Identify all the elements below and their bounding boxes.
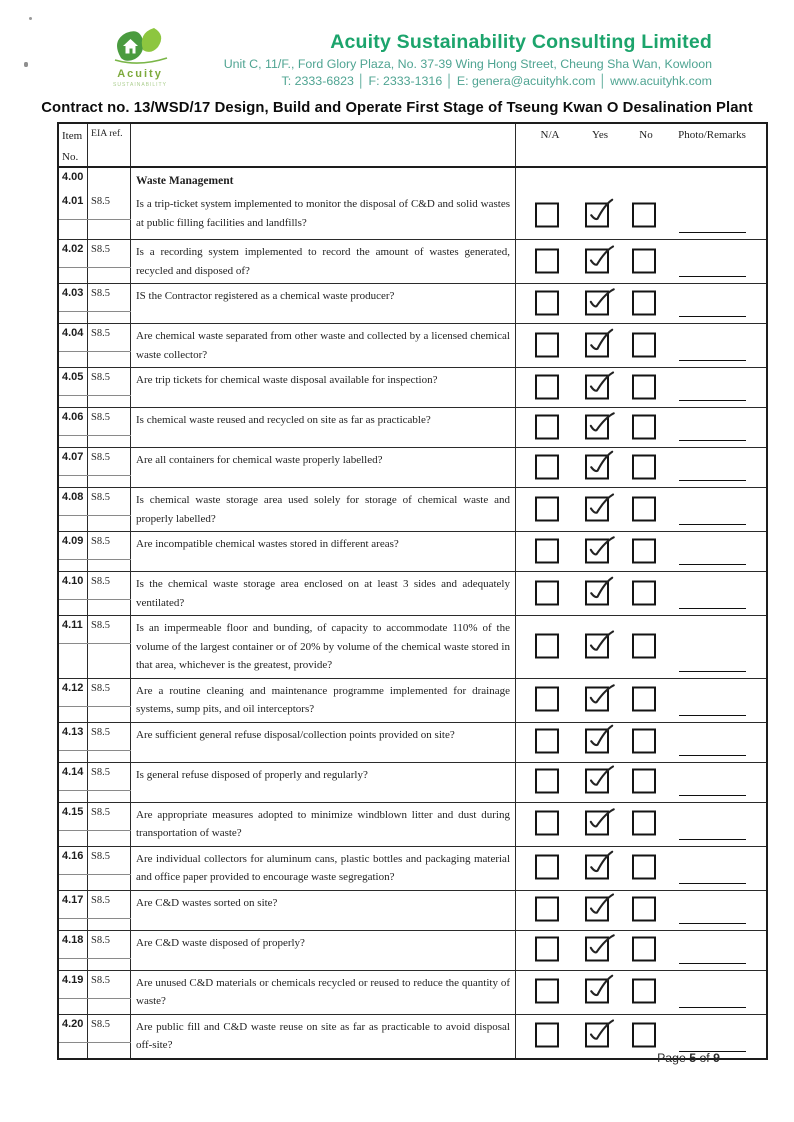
check-mark-icon (584, 195, 618, 227)
header-remarks: Photo/Remarks (678, 129, 746, 141)
table-row (59, 679, 766, 723)
check-mark-icon (585, 891, 617, 921)
table-row (59, 803, 766, 847)
row-item-no: 4.20 (59, 1015, 88, 1058)
checkbox-no (632, 580, 656, 605)
header-question (131, 124, 516, 166)
row-eia-ref: S8.5 (88, 616, 131, 678)
row-eia-ref: S8.5 (88, 723, 131, 762)
checkbox-na (535, 937, 559, 962)
row-question: Are C&D waste disposed of properly? (131, 931, 516, 970)
checkbox-yes (585, 248, 609, 273)
row-answers (516, 891, 766, 930)
check-mark-icon (584, 573, 618, 605)
row-question: Is general refuse disposed of properly and regularly? (131, 763, 516, 802)
checkbox-na (535, 580, 559, 605)
row-eia-ref: S8.5 (88, 572, 131, 615)
remarks-line (679, 608, 746, 609)
checkbox-na (535, 769, 559, 794)
row-eia-ref: S8.5 (88, 532, 131, 571)
section-title: Waste Management (131, 168, 516, 192)
row-item-no: 4.01 (59, 192, 88, 239)
checkbox-na (535, 374, 559, 399)
row-eia-ref: S8.5 (88, 240, 131, 283)
company-name: Acuity Sustainability Consulting Limited (330, 31, 712, 53)
checkbox-no (632, 414, 656, 439)
remarks-line (679, 671, 746, 672)
row-answers (516, 448, 766, 487)
row-eia-ref: S8.5 (88, 284, 131, 323)
checkbox-no (632, 454, 656, 479)
checkbox-yes (585, 290, 609, 315)
section-item-no: 4.00 (59, 168, 88, 192)
remarks-line (679, 400, 746, 401)
row-item-no: 4.18 (59, 931, 88, 970)
row-question: Are C&D wastes sorted on site? (131, 891, 516, 930)
remarks-line (679, 232, 746, 233)
checkbox-no (632, 897, 656, 922)
row-item-no: 4.17 (59, 891, 88, 930)
checkbox-no (632, 332, 656, 357)
checkbox-no (632, 290, 656, 315)
row-item-no: 4.16 (59, 847, 88, 890)
remarks-line (679, 276, 746, 277)
row-answers (516, 240, 766, 283)
checkbox-no (632, 687, 656, 712)
checkbox-no (632, 811, 656, 836)
row-answers (516, 488, 766, 531)
section-row (59, 168, 766, 192)
checkbox-no (632, 937, 656, 962)
checkbox-yes (585, 496, 609, 521)
checkbox-yes (585, 633, 609, 658)
row-eia-ref: S8.5 (88, 192, 131, 239)
row-question: Are all containers for chemical waste properly labelled? (131, 448, 516, 487)
check-mark-icon (585, 242, 617, 272)
row-question: Is chemical waste reused and recycled on site as far as practicable? (131, 408, 516, 447)
checkbox-na (535, 897, 559, 922)
row-item-no: 4.09 (59, 532, 88, 571)
row-answers (516, 723, 766, 762)
row-eia-ref: S8.5 (88, 1015, 131, 1058)
row-eia-ref: S8.5 (88, 324, 131, 367)
row-eia-ref: S8.5 (88, 891, 131, 930)
row-question: Are incompatible chemical wastes stored in different areas? (131, 532, 516, 571)
row-answers (516, 368, 766, 407)
table-row (59, 284, 766, 324)
row-eia-ref: S8.5 (88, 368, 131, 407)
remarks-line (679, 795, 746, 796)
checkbox-yes (585, 855, 609, 880)
row-question: Are trip tickets for chemical waste disposal available for inspection? (131, 368, 516, 407)
checkbox-no (632, 855, 656, 880)
checkbox-yes (585, 1023, 609, 1048)
scan-speck (24, 62, 28, 67)
checkbox-na (535, 538, 559, 563)
page-number: Page 5 of 9 (657, 1051, 720, 1065)
check-mark-icon (584, 929, 618, 961)
row-eia-ref: S8.5 (88, 763, 131, 802)
row-item-no: 4.10 (59, 572, 88, 615)
check-mark-icon (584, 721, 618, 753)
check-mark-icon (584, 325, 618, 357)
check-mark-icon (585, 763, 617, 793)
table-row (59, 971, 766, 1015)
table-row (59, 368, 766, 408)
row-item-no: 4.13 (59, 723, 88, 762)
table-row (59, 572, 766, 616)
row-eia-ref: S8.5 (88, 408, 131, 447)
check-mark-icon (584, 531, 618, 563)
checkbox-na (535, 496, 559, 521)
checkbox-no (632, 496, 656, 521)
row-question: Is an impermeable floor and bunding, of capacity to accommodate 110% of the volume of the largest container or of 20% by volume of the chemical waste stored in that area, whichever is the greatest, provide? (131, 616, 516, 678)
row-question: IS the Contractor registered as a chemical waste producer? (131, 284, 516, 323)
audit-checklist-table (57, 122, 768, 1060)
checkbox-yes (585, 979, 609, 1004)
checkbox-yes (585, 687, 609, 712)
row-answers (516, 532, 766, 571)
remarks-line (679, 923, 746, 924)
row-answers (516, 616, 766, 678)
header-yes: Yes (591, 129, 608, 141)
checkbox-no (632, 1023, 656, 1048)
remarks-line (679, 963, 746, 964)
check-mark-icon (585, 490, 617, 520)
logo-tagline: SUSTAINABILITY (113, 82, 167, 88)
row-answers (516, 192, 766, 239)
row-eia-ref: S8.5 (88, 803, 131, 846)
remarks-line (679, 316, 746, 317)
letterhead (100, 27, 712, 97)
remarks-line (679, 839, 746, 840)
remarks-line (679, 1007, 746, 1008)
company-info-block (224, 31, 712, 88)
row-item-no: 4.05 (59, 368, 88, 407)
checkbox-na (535, 979, 559, 1004)
table-row (59, 240, 766, 284)
remarks-line (679, 440, 746, 441)
table-row (59, 763, 766, 803)
company-contact: T: 2333-6823 │ F: 2333-1316 │ E: genera@acuityhk.com │ www.acuityhk.com (281, 74, 712, 88)
row-answers (516, 679, 766, 722)
row-answers (516, 803, 766, 846)
row-answers (516, 284, 766, 323)
row-question: Are public fill and C&D waste reuse on site as far as practicable to avoid disposal off-site? (131, 1015, 516, 1058)
remarks-line (679, 883, 746, 884)
checkbox-na (535, 202, 559, 227)
checkbox-no (632, 202, 656, 227)
section-eia (88, 168, 131, 192)
row-answers (516, 324, 766, 367)
table-row (59, 408, 766, 448)
checkbox-na (535, 855, 559, 880)
checkbox-yes (585, 374, 609, 399)
checkbox-yes (585, 202, 609, 227)
row-question: Are individual collectors for aluminum cans, plastic bottles and packaging material and office paper provided to encourage waste segregation? (131, 847, 516, 890)
row-question: Is chemical waste storage area used solely for storage of chemical waste and properly labelled? (131, 488, 516, 531)
table-row (59, 847, 766, 891)
checkbox-yes (585, 811, 609, 836)
remarks-line (679, 480, 746, 481)
row-item-no: 4.04 (59, 324, 88, 367)
check-mark-icon (584, 407, 618, 439)
table-row (59, 448, 766, 488)
checkbox-no (632, 729, 656, 754)
checkbox-na (535, 290, 559, 315)
row-answers (516, 931, 766, 970)
row-question: Are unused C&D materials or chemicals recycled or reused to reduce the quantity of waste? (131, 971, 516, 1014)
remarks-line (679, 524, 746, 525)
scan-speck (29, 17, 32, 20)
row-answers (516, 971, 766, 1014)
table-header-row (59, 124, 766, 168)
checkbox-na (535, 454, 559, 479)
check-mark-icon (584, 283, 618, 315)
leaf-house-icon (100, 27, 180, 67)
row-item-no: 4.12 (59, 679, 88, 722)
header-item-no: Item No. (59, 124, 88, 166)
checkbox-yes (585, 538, 609, 563)
remarks-line (679, 755, 746, 756)
checkbox-yes (585, 580, 609, 605)
header-eia-ref: EIA ref. (88, 124, 131, 166)
row-item-no: 4.03 (59, 284, 88, 323)
row-eia-ref: S8.5 (88, 931, 131, 970)
row-eia-ref: S8.5 (88, 448, 131, 487)
header-answers (516, 124, 766, 166)
table-row (59, 324, 766, 368)
row-question: Is a trip-ticket system implemented to monitor the disposal of C&D and solid wastes at public filling facilities and landfills? (131, 192, 516, 239)
check-mark-icon (584, 847, 618, 879)
check-mark-icon (584, 447, 618, 479)
checkbox-na (535, 414, 559, 439)
row-question: Are chemical waste separated from other waste and collected by a licensed chemical waste collector? (131, 324, 516, 367)
table-row (59, 891, 766, 931)
section-answers (516, 168, 766, 192)
checkbox-na (535, 729, 559, 754)
checkbox-na (535, 248, 559, 273)
row-question: Is the chemical waste storage area enclosed on at least 3 sides and adequately ventilated? (131, 572, 516, 615)
row-answers (516, 763, 766, 802)
checkbox-yes (585, 414, 609, 439)
header-na: N/A (540, 129, 560, 141)
check-mark-icon (584, 679, 618, 711)
table-row (59, 192, 766, 240)
checkbox-na (535, 633, 559, 658)
checkbox-no (632, 979, 656, 1004)
row-item-no: 4.02 (59, 240, 88, 283)
checkbox-yes (585, 897, 609, 922)
checkbox-no (632, 633, 656, 658)
row-question: Is a recording system implemented to record the amount of wastes generated, recycled and disposed of? (131, 240, 516, 283)
row-item-no: 4.06 (59, 408, 88, 447)
row-answers (516, 572, 766, 615)
row-item-no: 4.08 (59, 488, 88, 531)
checkbox-no (632, 769, 656, 794)
table-row (59, 488, 766, 532)
remarks-line (679, 564, 746, 565)
row-question: Are sufficient general refuse disposal/collection points provided on site? (131, 723, 516, 762)
checkbox-na (535, 332, 559, 357)
row-item-no: 4.07 (59, 448, 88, 487)
checkbox-na (535, 687, 559, 712)
row-eia-ref: S8.5 (88, 847, 131, 890)
row-question: Are appropriate measures adopted to minimize windblown litter and dust during transportation of waste? (131, 803, 516, 846)
remarks-line (679, 360, 746, 361)
remarks-line (679, 715, 746, 716)
checkbox-no (632, 248, 656, 273)
row-eia-ref: S8.5 (88, 679, 131, 722)
row-answers (516, 847, 766, 890)
checklist-rows (59, 192, 766, 1058)
row-item-no: 4.11 (59, 616, 88, 678)
row-item-no: 4.15 (59, 803, 88, 846)
check-mark-icon (585, 368, 617, 398)
checkbox-yes (585, 332, 609, 357)
check-mark-icon (585, 627, 617, 657)
check-mark-icon (584, 803, 618, 835)
row-item-no: 4.19 (59, 971, 88, 1014)
company-logo (100, 27, 180, 88)
table-row (59, 931, 766, 971)
checkbox-na (535, 1023, 559, 1048)
checkbox-no (632, 374, 656, 399)
logo-wordmark: Acuity (117, 68, 163, 80)
checkbox-yes (585, 769, 609, 794)
row-answers (516, 1015, 766, 1058)
check-mark-icon (584, 971, 618, 1003)
checkbox-no (632, 538, 656, 563)
row-question: Are a routine cleaning and maintenance programme implemented for drainage systems, sump pits, and oil interceptors? (131, 679, 516, 722)
header-no: No (639, 129, 653, 141)
row-item-no: 4.14 (59, 763, 88, 802)
check-mark-icon (585, 1017, 617, 1047)
row-eia-ref: S8.5 (88, 971, 131, 1014)
row-eia-ref: S8.5 (88, 488, 131, 531)
checkbox-na (535, 811, 559, 836)
table-row (59, 532, 766, 572)
checkbox-yes (585, 454, 609, 479)
checkbox-yes (585, 729, 609, 754)
row-answers (516, 408, 766, 447)
company-address: Unit C, 11/F., Ford Glory Plaza, No. 37-39 Wing Hong Street, Cheung Sha Wan, Kowloon (223, 57, 712, 71)
table-row (59, 723, 766, 763)
contract-title: Contract no. 13/WSD/17 Design, Build and Operate First Stage of Tseung Kwan O Desalination Plant (41, 100, 753, 116)
checkbox-yes (585, 937, 609, 962)
table-row (59, 616, 766, 679)
